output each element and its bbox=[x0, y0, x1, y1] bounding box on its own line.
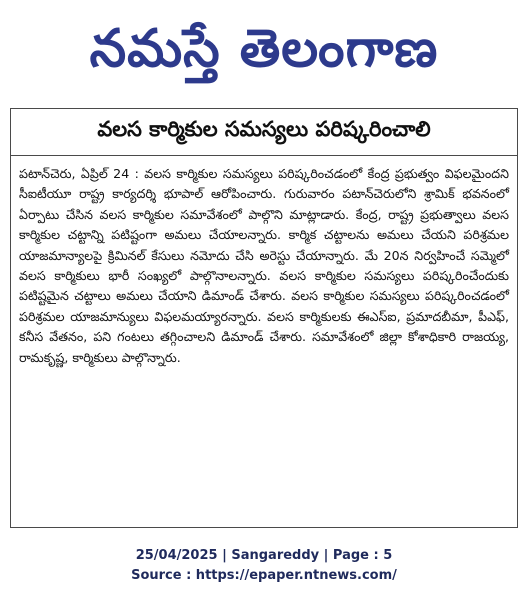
article-body: పటాన్‌చెరు, ఏప్రిల్ 24 : వలస కార్మికుల సమస్యలు పరిష్కరించడంలో కేంద్ర ప్రభుత్వం విఫలమైందని సీఐటీయూ రాష్ట్ర కార్యదర్శి భూపాల్ ఆరోపించారు. గురువారం పటాన్‌చెరులోని శ్రామిక్ భవనంలో ఏర్పాటు చేసిన వలస కార్మికుల సమావేశంలో పాల్గొని మాట్లాడారు. కేంద్ర, రాష్ట్ర ప్రభుత్వాలు వలస కార్మికుల చట్టాన్ని పటిష్టంగా అమలు చేయాలన్నారు. కార్మిక చట్టాలను అమలు చేయని పరిశ్రమల యాజమాన్యాలపై క్రిమినల్ కేసులు నమోదు చేసి అరెస్టు చేయాన్నారు. మే 20న నిర్వహించే సమ్మెలో వలస కార్మికులు భారీ సంఖ్యలో పాల్గొనాలన్నారు. వలస కార్మికుల సమస్యలు పరిష్కరించేందుకు పటిష్టమైన చట్టాలు అమలు చేయాని డిమాండ్ చేశారు. వలస కార్మికుల సమస్యలు పరిష్కరించడంలో పరిశ్రమల యాజమాన్యులు విఫలమయ్యారన్నారు. వలస కార్మికులకు ఈఎస్ఐ, ప్రమాదబీమా, పీఎఫ్, కనీస వేతనం, పని గంటలు తగ్గించాలని డిమాండ్ చేశారు. సమావేశంలో జిల్లా కోశాధికారి రాజయ్య, రామకృష్ణ, కార్మికులు పాల్గొన్నారు. bbox=[19, 166, 509, 365]
footer-source: Source : https://epaper.ntnews.com/ bbox=[131, 568, 397, 583]
footer bbox=[0, 546, 528, 586]
article-box bbox=[10, 108, 518, 528]
masthead bbox=[0, 0, 528, 98]
headline-box bbox=[11, 109, 517, 156]
article-headline: వలస కార్మికుల సమస్యలు పరిష్కరించాలి bbox=[97, 117, 431, 141]
newspaper-logo: నమస్తే తెలంగాణ bbox=[89, 19, 439, 79]
footer-meta: 25/04/2025 | Sangareddy | Page : 5 bbox=[135, 548, 393, 563]
